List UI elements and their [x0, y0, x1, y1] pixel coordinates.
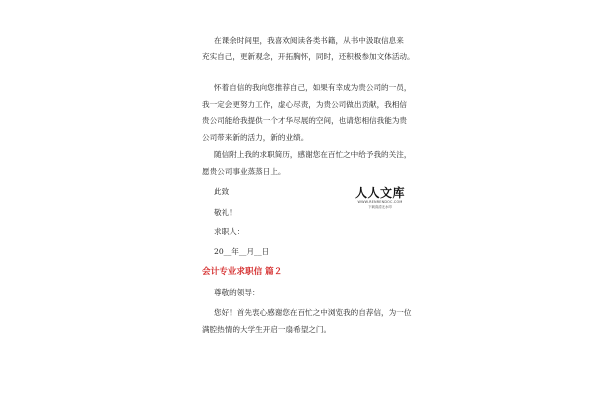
letter-2-line-1: 您好！首先衷心感谢您在百忙之中浏览我的自荐信，为一位	[214, 308, 412, 317]
paragraph-1-line-2: 充实自己，更新观念，开拓胸怀，同时，还积极参加文体活动。	[202, 52, 415, 61]
watermark-tagline-text: 下载高清无水印	[368, 205, 392, 209]
letter-2-greeting: 尊敬的领导：	[214, 288, 260, 297]
signature-line: 求职人：	[214, 227, 245, 236]
paragraph-2-line-1: 怀着自信的我向您推荐自己，如果有幸成为贵公司的一员，	[214, 83, 412, 92]
watermark-main-text: 人人文库	[354, 186, 405, 200]
letter-2-line-2: 满腔热情的大学生开启一扇希望之门。	[202, 325, 332, 334]
watermark-url-text: WWW.RENRENDOC.COM	[357, 200, 403, 204]
paragraph-3-line-1: 随信附上我的求职简历，感谢您在百忙之中给予我的关注，	[214, 150, 412, 159]
closing-jingli: 敬礼！	[214, 208, 237, 217]
closing-cizhi: 此致	[214, 187, 230, 196]
paragraph-1-line-1: 在课余时间里，我喜欢阅读各类书籍，从书中汲取信息来	[214, 36, 404, 45]
section-heading: 会计专业求职信 篇２	[202, 267, 283, 277]
date-line: 20__年__月__日	[214, 247, 270, 256]
renrendoc-watermark-logo	[352, 187, 408, 213]
paragraph-2-line-4: 公司带来新的活力，新的业绩。	[202, 133, 309, 142]
paragraph-3-line-2: 愿贵公司事业蒸蒸日上。	[202, 167, 286, 176]
paragraph-2-line-3: 贵公司能给我提供一个才华尽展的空间，也请您相信我能为贵	[202, 116, 408, 125]
paragraph-2-line-2: 我一定会更努力工作，虚心尽责，为贵公司做出贡献，我相信	[202, 100, 408, 109]
